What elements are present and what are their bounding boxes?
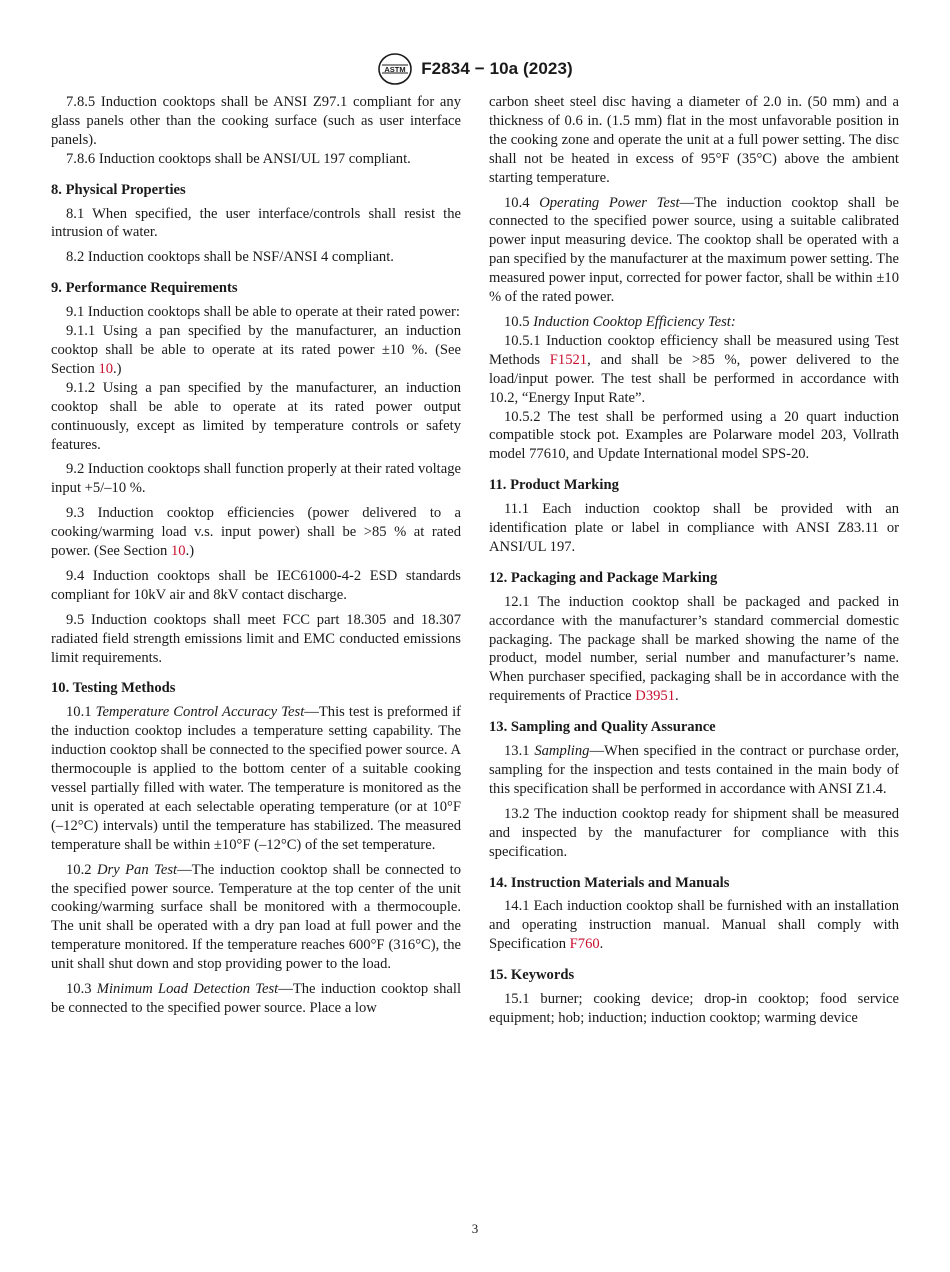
- section-heading-14: 14. Instruction Materials and Manuals: [489, 874, 730, 891]
- paragraph-10-3-continued: carbon sheet steel disc having a diameter of 2.0 in. (50 mm) and a thickness of 0.6 in. (1.5 mm) flat in the most unfavorable position in the cooking zone and operate the unit at a full power setting. The disc shall not be heated in excess of 95°F (35°C) above the ambient starting temperature.: [489, 94, 899, 186]
- paragraph-10-1: 10.1 Temperature Control Accuracy Test—This test is preformed if the induction cooktop includes a temperature setting capability. The induction cooktop shall be connected to the specified power source. A thermocouple is applied to the bottom center of a suitable cooking vessel partially filled with water. The temperature is monitored as the unit is operated at each selectable operating temperature (or at 10°F (–12°C) intervals) until the temperature has stabilized. The measured temperature shall be within ±10°F (–12°C) of the set temperature.: [51, 704, 462, 853]
- left-column: [51, 93, 461, 1018]
- f1521-link[interactable]: F1521: [549, 351, 588, 368]
- logo-text: ASTM: [384, 65, 406, 74]
- section-heading-9: 9. Performance Requirements: [51, 280, 238, 297]
- paragraph-11-1: 11.1 Each induction cooktop shall be provided with an identification plate or label in compliance with ANSI Z83.11 or ANSI/UL 197.: [489, 501, 899, 555]
- paragraph-8-2: 8.2 Induction cooktops shall be NSF/ANSI 4 compliant.: [66, 249, 394, 266]
- right-column: [489, 93, 899, 1028]
- paragraph-9-1-1: 9.1.1 Using a pan specified by the manufacturer, an induction cooktop shall be able to operate at its rated power ±10 %. (See Section 10.): [51, 323, 461, 377]
- section-10-link[interactable]: 10: [98, 360, 114, 377]
- paragraph-10-4: 10.4 Operating Power Test—The induction cooktop shall be connected to the specified power source, using a suitable calibrated power input measuring device. The cooktop shall be operated with a pan specified by the manufacturer at the maximum power setting. The measured power input, corrected for power factor, shall be within ±10 % of the rated power.: [489, 194, 900, 306]
- page-header: [0, 52, 950, 86]
- paragraph-10-5: 10.5 Induction Cooktop Efficiency Test:: [504, 313, 736, 330]
- paragraph-13-2: 13.2 The induction cooktop ready for shipment shall be measured and inspected by the manufacturer for compliance with this specification.: [489, 805, 899, 860]
- paragraph-7-8-6: 7.8.6 Induction cooktops shall be ANSI/UL 197 compliant.: [66, 150, 411, 167]
- paragraph-15-1: 15.1 burner; cooking device; drop-in cooktop; food service equipment; hob; induction; induction cooktop; warming device: [489, 991, 899, 1026]
- section-heading-12: 12. Packaging and Package Marking: [489, 569, 718, 586]
- f760-link[interactable]: F760: [569, 936, 600, 953]
- paragraph-9-2: 9.2 Induction cooktops shall function properly at their rated voltage input +5/–10 %.: [51, 461, 461, 497]
- d3951-link[interactable]: D3951: [635, 688, 676, 705]
- section-10-link[interactable]: 10: [170, 543, 186, 560]
- section-heading-10: 10. Testing Methods: [51, 680, 176, 697]
- paragraph-9-1-2: 9.1.2 Using a pan specified by the manufacturer, an induction cooktop shall be able to operate at its rated power output continuously, except as limited by temperature controls or safety features.: [51, 379, 461, 453]
- section-heading-11: 11. Product Marking: [489, 477, 619, 494]
- paragraph-9-1: 9.1 Induction cooktops shall be able to operate at their rated power:: [66, 304, 460, 321]
- page-number: 3: [471, 1221, 479, 1236]
- document-designation: F2834 − 10a (2023): [421, 59, 573, 78]
- paragraph-7-8-5: 7.8.5 Induction cooktops shall be ANSI Z97.1 compliant for any glass panels other than the cooking surface (such as user interface panels).: [51, 94, 461, 148]
- paragraph-8-1: 8.1 When specified, the user interface/controls shall resist the intrusion of water.: [51, 205, 461, 241]
- section-heading-13: 13. Sampling and Quality Assurance: [489, 719, 716, 736]
- paragraph-12-1: 12.1 The induction cooktop shall be packaged and packed in accordance with the manufacturer’s standard commercial domestic packaging. The package shall be marked showing the name of the product, model number, serial number and manufacturer’s name. When purchaser specified, packaging shall be in accordance with the requirements of Practice D3951.: [489, 593, 899, 705]
- paragraph-9-5: 9.5 Induction cooktops shall meet FCC part 18.305 and 18.307 radiated field strength emissions limit and EMC conducted emissions limit requirements.: [51, 611, 461, 666]
- section-heading-15: 15. Keywords: [489, 967, 575, 984]
- paragraph-10-5-2: 10.5.2 The test shall be performed using a 20 quart induction compatible stock pot. Examples are Polarware model 203, Vollrath model 77610, and Update International model SPS-20.: [489, 408, 899, 463]
- paragraph-14-1: 14.1 Each induction cooktop shall be furnished with an installation and operating instruction manual. Manual shall comply with Specification F760.: [489, 898, 899, 953]
- paragraph-10-3: 10.3 Minimum Load Detection Test—The induction cooktop shall be connected to the specified power source. Place a low: [51, 981, 461, 1016]
- paragraph-10-2: 10.2 Dry Pan Test—The induction cooktop shall be connected to the specified power source. Temperature at the top center of the unit cooking/warming surface shall be monitored with a thermocouple. The unit shall be operated with a dry pan load at full power and the temperature monitored. If the temperature reaches 600°F (316°C), the unit shall shut down and stop providing power to the load.: [51, 861, 462, 973]
- paragraph-13-1: 13.1 Sampling—When specified in the contract or purchase order, sampling for the inspection and tests contained in the main body of this specification shall be performed in accordance with ANSI Z1.4.: [489, 743, 900, 797]
- paragraph-10-5-1: 10.5.1 Induction cooktop efficiency shall be measured using Test Methods F1521, and shall be >85 %, power delivered to the load/input power. The test shall be performed in accordance with 10.2, “Energy Input Rate”.: [489, 332, 899, 406]
- section-heading-8: 8. Physical Properties: [51, 181, 186, 198]
- paragraph-9-3: 9.3 Induction cooktop efficiencies (power delivered to a cooking/warming load v.s. input power) shall be >85 % at rated power. (See Section 10.): [51, 505, 461, 560]
- astm-logo-icon: [377, 52, 413, 86]
- paragraph-9-4: 9.4 Induction cooktops shall be IEC61000-4-2 ESD standards compliant for 10kV air and 8kV contact discharge.: [51, 567, 461, 603]
